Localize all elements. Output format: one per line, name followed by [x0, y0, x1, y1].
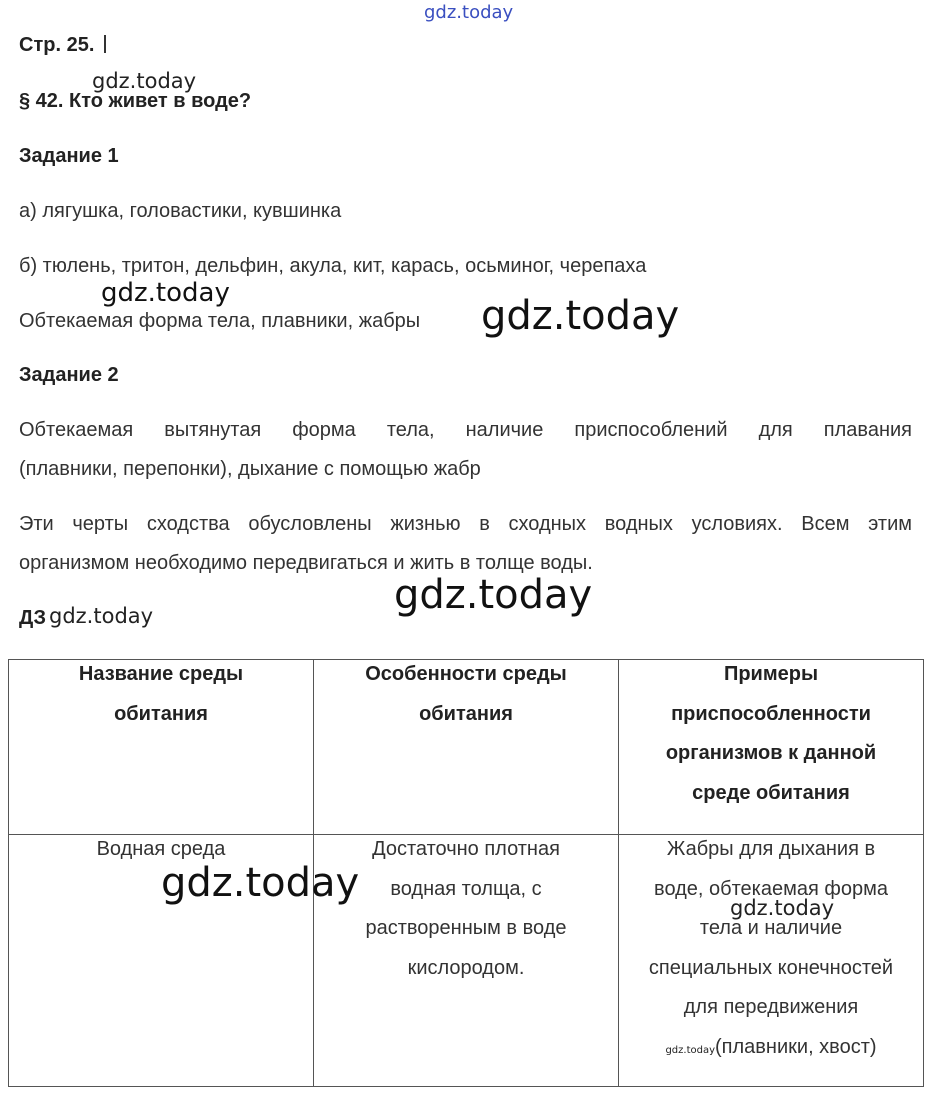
features-line-2: водная толща, с	[390, 877, 542, 900]
task2-paragraph1-line2: (плавники, перепонки), дыхание с помощью жабр	[19, 458, 481, 480]
adapt-line-6: (плавники, хвост)	[715, 1035, 877, 1058]
adapt-line-5: для передвижения	[683, 996, 859, 1018]
table-header-row	[9, 660, 924, 835]
table-header-adaptation-examples-text: Примеры приспособленности организмов к данной среде обитания	[665, 663, 877, 804]
table-header-adaptation-examples	[619, 660, 924, 835]
task2-paragraph2-line2: организмом необходимо передвигаться и жить в толще воды.	[19, 552, 593, 574]
page-reference-text: Стр. 25.	[19, 34, 95, 56]
task2-paragraph2-line1: Эти черты сходства обусловлены жизнью в сходных водных условиях. Всем этим	[19, 513, 912, 535]
task2-paragraph1-line1: Обтекаемая вытянутая форма тела, наличие приспособлений для плавания	[19, 419, 912, 441]
task1-features: Обтекаемая форма тела, плавники, жабры	[19, 310, 421, 332]
watermark-1: gdz.today	[92, 69, 197, 93]
watermark-7: gdz.today	[730, 896, 835, 920]
table-row	[9, 835, 924, 1087]
watermark-3: gdz.today	[481, 293, 680, 339]
task1-heading: Задание 1	[19, 145, 119, 167]
watermark-top: gdz.today	[424, 2, 514, 23]
section-title: § 42. Кто живет в воде?	[19, 90, 252, 112]
adapt-line-3: тела и наличие	[699, 917, 843, 939]
table-header-habitat-name-text: Название среды обитания	[78, 663, 244, 725]
table-cell-features	[314, 835, 619, 1087]
habitat-table	[8, 659, 924, 1087]
adapt-line-6-wrap	[665, 1036, 876, 1058]
task1-answer-a: а) лягушка, головастики, кувшинка	[19, 200, 342, 222]
table-header-habitat-features	[314, 660, 619, 835]
cursor-mark	[104, 35, 106, 53]
features-line-1: Достаточно плотная	[372, 838, 560, 860]
table-cell-habitat-text: Водная среда	[96, 838, 226, 860]
task2-heading: Задание 2	[19, 364, 119, 386]
adapt-line-1: Жабры для дыхания в	[666, 838, 876, 860]
adapt-line-2: воде, обтекаемая форма	[654, 877, 888, 900]
homework-heading: ДЗ	[19, 607, 47, 629]
table-cell-adaptations-text	[627, 830, 915, 1070]
watermark-8: gdz.today	[665, 1044, 716, 1056]
table-header-habitat-name	[9, 660, 314, 835]
page-reference	[19, 34, 106, 57]
adapt-line-4: специальных конечностей	[648, 956, 894, 979]
watermark-6: gdz.today	[161, 860, 360, 906]
table-cell-adaptations	[619, 835, 924, 1087]
watermark-4: gdz.today	[394, 572, 593, 618]
watermark-2: gdz.today	[101, 278, 230, 308]
features-line-3: растворенным в воде	[365, 917, 567, 939]
watermark-5: gdz.today	[49, 604, 154, 628]
task1-answer-b: б) тюлень, тритон, дельфин, акула, кит, карась, осьминог, черепаха	[19, 255, 647, 277]
features-line-4: кислородом.	[407, 956, 525, 979]
table-header-habitat-features-text: Особенности среды обитания	[365, 663, 567, 725]
table-cell-features-text	[322, 830, 610, 988]
